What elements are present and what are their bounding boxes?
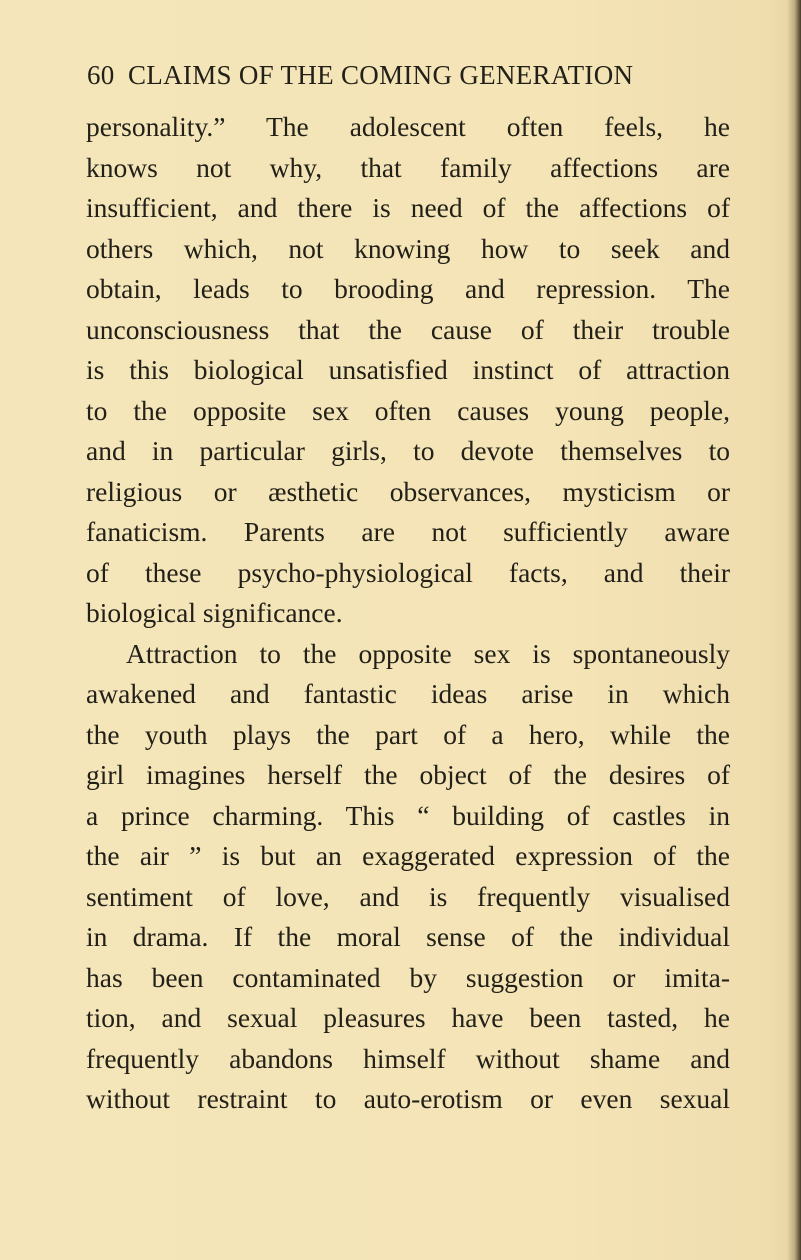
text-line: sentiment of love, and is frequently visualised bbox=[86, 880, 730, 912]
text-line: religious or æsthetic observances, mysticism or bbox=[86, 475, 730, 507]
text-line: insufficient, and there is need of the affections of bbox=[86, 192, 730, 223]
text-line: and in particular girls, to devote themselves to bbox=[86, 435, 730, 466]
text-line: biological significance. bbox=[86, 597, 343, 628]
text-line: of these psycho-physiological facts, and their bbox=[86, 556, 730, 588]
text-line: frequently abandons himself without shame and bbox=[86, 1042, 730, 1074]
page-header bbox=[87, 60, 727, 100]
text-line: in drama. If the moral sense of the individual bbox=[86, 921, 730, 952]
page-number: 60 bbox=[87, 60, 115, 90]
text-line: a prince charming. This “ building of castles in bbox=[86, 799, 730, 831]
text-line: personality.” The adolescent often feels, he bbox=[86, 111, 730, 142]
text-line: is this biological unsatisfied instinct of attraction bbox=[86, 354, 730, 385]
text-line: knows not why, that family affections are bbox=[86, 151, 730, 183]
text-line: others which, not knowing how to seek and bbox=[86, 232, 730, 264]
text-line: awakened and fantastic ideas arise in which bbox=[86, 678, 730, 709]
text-line: obtain, leads to brooding and repression. The bbox=[86, 273, 730, 304]
text-line: tion, and sexual pleasures have been tasted, he bbox=[86, 1002, 730, 1033]
page-edge-shadow bbox=[787, 0, 801, 1260]
body-text bbox=[86, 107, 730, 1120]
text-line: has been contaminated by suggestion or imita- bbox=[86, 961, 730, 993]
text-line: unconsciousness that the cause of their trouble bbox=[86, 313, 730, 345]
text-line: fanaticism. Parents are not sufficiently aware bbox=[86, 516, 730, 547]
text-line: the air ” is but an exaggerated expression of the bbox=[86, 840, 730, 871]
text-line: the youth plays the part of a hero, while the bbox=[86, 718, 730, 750]
text-line: Attraction to the opposite sex is spontaneously bbox=[126, 637, 730, 669]
running-head: CLAIMS OF THE COMING GENERATION bbox=[128, 60, 634, 90]
text-line: girl imagines herself the object of the desires of bbox=[86, 759, 730, 790]
text-line: without restraint to auto-erotism or even sexual bbox=[86, 1083, 730, 1114]
text-line: to the opposite sex often causes young people, bbox=[86, 394, 730, 426]
